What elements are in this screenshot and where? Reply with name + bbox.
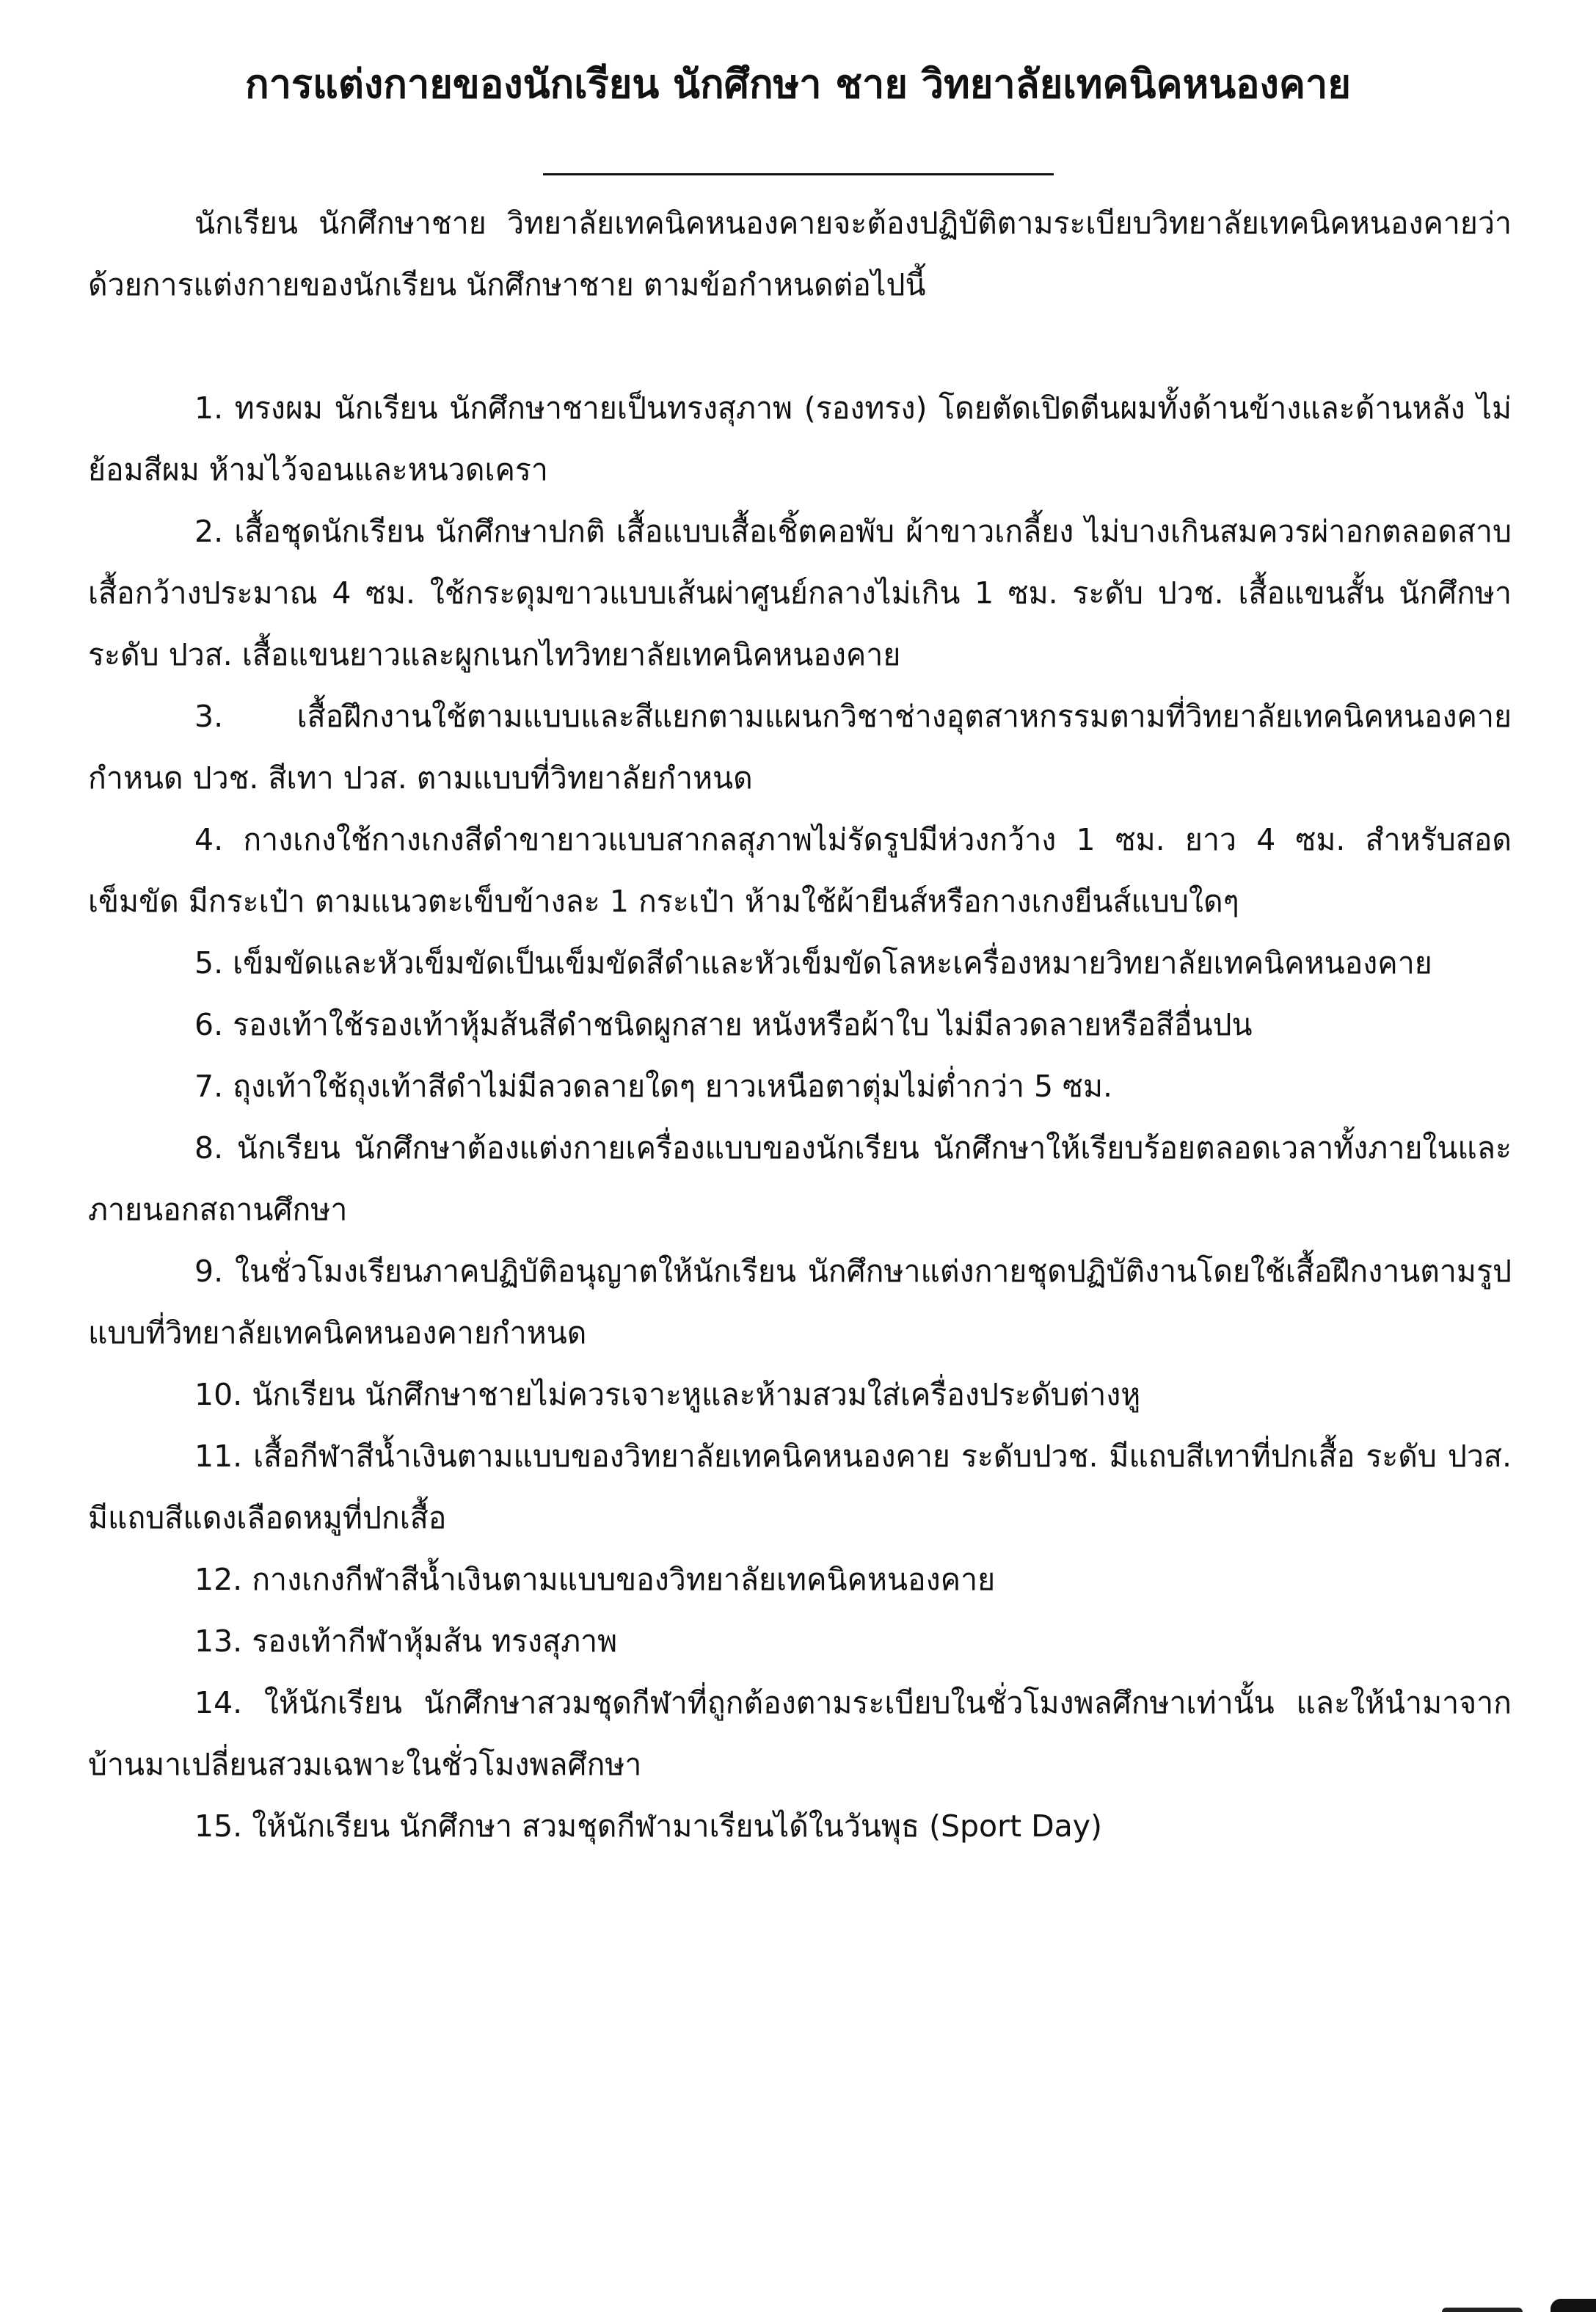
rule-item-11: 11. เสื้อกีฬาสีน้ำเงินตามแบบของวิทยาลัยเทคนิคหนองคาย ระดับปวช. มีแถบสีเทาที่ปกเสื้อ ระดับ ปวส. มีแถบสีแดงเลือดหมูที่ปกเสื้อ xyxy=(88,1439,1512,1535)
rule-item-7: 7. ถุงเท้าใช้ถุงเท้าสีดำไม่มีลวดลายใดๆ ยาวเหนือตาตุ่มไม่ต่ำกว่า 5 ซม. xyxy=(194,1069,1113,1104)
rule-item-12: 12. กางเกงกีฬาสีน้ำเงินตามแบบของวิทยาลัยเทคนิคหนองคาย xyxy=(194,1562,996,1597)
rule-item-3: 3. เสื้อฝึกงานใช้ตามแบบและสีแยกตามแผนกวิชาช่างอุตสาหกรรมตามที่วิทยาลัยเทคนิคหนองคาย กำหนด ปวช. สีเทา ปวส. ตามแบบที่วิทยาลัยกำหนด xyxy=(88,699,1512,796)
document-title: การแต่งกายของนักเรียน นักศึกษา ชาย วิทยาลัยเทคนิคหนองคาย xyxy=(245,61,1351,107)
rule-item-1: 1. ทรงผม นักเรียน นักศึกษาชายเป็นทรงสุภาพ (รองทรง) โดยตัดเปิดตีนผมทั้งด้านข้างและด้านหลัง ไม่ย้อมสีผม ห้ามไว้จอนและหนวดเครา xyxy=(88,390,1512,487)
rule-item-4: 4. กางเกงใช้กางเกงสีดำขายาวแบบสากลสุภาพไม่รัดรูปมีห่วงกว้าง 1 ซม. ยาว 4 ซม. สำหรับสอดเข็มขัด มีกระเป๋า ตามแนวตะเข็บข้างละ 1 กระเป๋า ห้ามใช้ผ้ายีนส์หรือกางเกงยีนส์แบบใดๆ xyxy=(88,822,1512,919)
intro-paragraph: นักเรียน นักศึกษาชาย วิทยาลัยเทคนิคหนองคายจะต้องปฏิบัติตามระเบียบวิทยาลัยเทคนิคหนองคายว่าด้วยการแต่งกายของนักเรียน นักศึกษาชาย ตามข้อกำหนดต่อไปนี้ xyxy=(88,206,1512,302)
rule-item-6: 6. รองเท้าใช้รองเท้าหุ้มส้นสีดำชนิดผูกสาย หนังหรือผ้าใบ ไม่มีลวดลายหรือสีอื่นปน xyxy=(194,1007,1253,1042)
bottom-edge-mark xyxy=(1442,2308,1523,2312)
rule-item-5: 5. เข็มขัดและหัวเข็มขัดเป็นเข็มขัดสีดำและหัวเข็มขัดโลหะเครื่องหมายวิทยาลัยเทคนิคหนองคาย xyxy=(194,945,1432,981)
document-body xyxy=(88,192,1512,1857)
rule-item-14: 14. ให้นักเรียน นักศึกษาสวมชุดกีฬาที่ถูกต้องตามระเบียบในชั่วโมงพลศึกษาเท่านั้น และให้นำมาจากบ้านมาเปลี่ยนสวมเฉพาะในชั่วโมงพลศึกษา xyxy=(88,1685,1512,1782)
rule-item-8: 8. นักเรียน นักศึกษาต้องแต่งกายเครื่องแบบของนักเรียน นักศึกษาให้เรียบร้อยตลอดเวลาทั้งภายในและภายนอกสถานศึกษา xyxy=(88,1130,1512,1227)
corner-edge-mark xyxy=(1551,2299,1596,2312)
rule-item-10: 10. นักเรียน นักศึกษาชายไม่ควรเจาะหูและห้ามสวมใส่เครื่องประดับต่างหู xyxy=(194,1377,1141,1412)
rule-item-15: 15. ให้นักเรียน นักศึกษา สวมชุดกีฬามาเรียนได้ในวันพุธ (Sport Day) xyxy=(194,1808,1103,1844)
rule-item-13: 13. รองเท้ากีฬาหุ้มส้น ทรงสุภาพ xyxy=(194,1624,618,1659)
rule-item-2: 2. เสื้อชุดนักเรียน นักศึกษาปกติ เสื้อแบบเสื้อเชิ้ตคอพับ ผ้าขาวเกลี้ยง ไม่บางเกินสมควรผ่าอกตลอดสาบเสื้อกว้างประมาณ 4 ซม. ใช้กระดุมขาวแบบเส้นผ่าศูนย์กลางไม่เกิน 1 ซม. ระดับ ปวช. เสื้อแขนสั้น นักศึกษาระดับ ปวส. เสื้อแขนยาวและผูกเนกไทวิทยาลัยเทคนิคหนองคาย xyxy=(88,514,1512,672)
rule-item-9: 9. ในชั่วโมงเรียนภาคปฏิบัติอนุญาตให้นักเรียน นักศึกษาแต่งกายชุดปฏิบัติงานโดยใช้เสื้อฝึกงานตามรูปแบบที่วิทยาลัยเทคนิคหนองคายกำหนด xyxy=(88,1254,1512,1351)
title-divider xyxy=(543,173,1054,175)
